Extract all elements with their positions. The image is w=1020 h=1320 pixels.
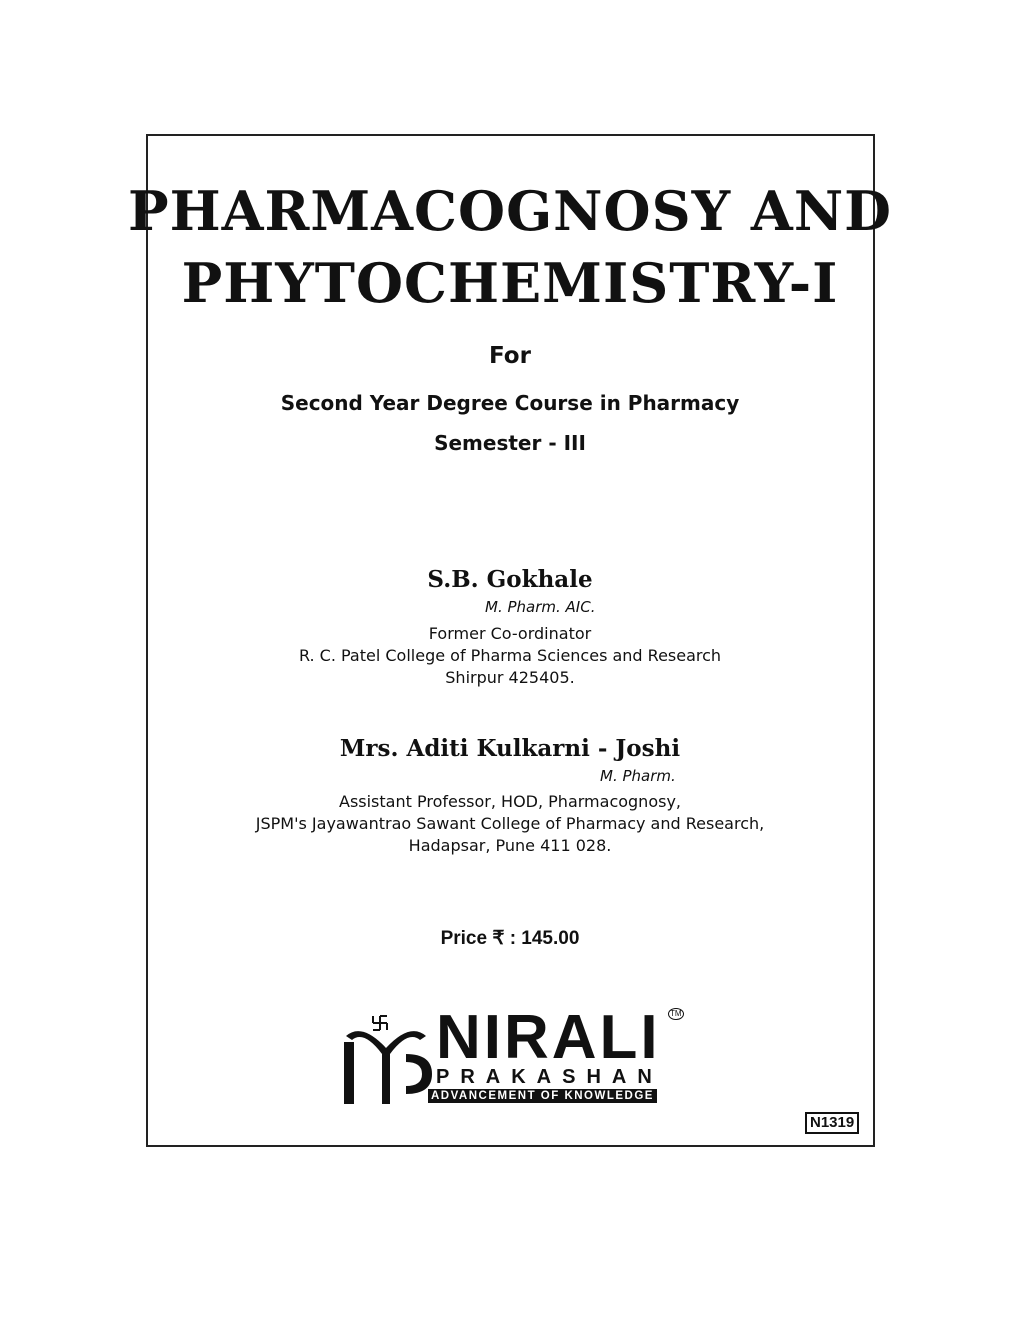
author-name-1: S.B. Gokhale xyxy=(427,566,593,593)
author-affiliation-1-line-3: Shirpur 425405. xyxy=(445,668,575,687)
price: Price ₹ : 145.00 xyxy=(440,928,580,949)
author-degree-2: M. Pharm. xyxy=(600,767,676,785)
book-emblem-icon xyxy=(342,1014,432,1106)
author-affiliation-2-line-2: JSPM's Jayawantrao Sawant College of Pharmacy and Research, xyxy=(255,814,765,833)
book-title-line-1: PHARMACOGNOSY AND xyxy=(127,179,893,243)
author-affiliation-1-line-1: Former Co-ordinator xyxy=(428,624,592,643)
author-affiliation-2-line-3: Hadapsar, Pune 411 028. xyxy=(408,836,612,855)
trademark-mark: TM xyxy=(670,1009,682,1018)
publisher-tagline: ADVANCEMENT OF KNOWLEDGE xyxy=(428,1089,657,1103)
for-label: For xyxy=(489,343,531,369)
publisher-name: NIRALI xyxy=(436,1003,661,1072)
author-affiliation-1-line-2: R. C. Patel College of Pharma Sciences and Research xyxy=(298,646,722,665)
publisher-subname: PRAKASHAN xyxy=(436,1066,663,1088)
book-title-line-2: PHYTOCHEMISTRY-I xyxy=(181,251,839,315)
author-degree-1: M. Pharm. AIC. xyxy=(485,598,596,616)
book-code: N1319 xyxy=(805,1112,859,1134)
author-name-2: Mrs. Aditi Kulkarni - Joshi xyxy=(339,735,681,762)
semester: Semester - III xyxy=(434,431,586,455)
author-affiliation-2-line-1: Assistant Professor, HOD, Pharmacognosy, xyxy=(338,792,682,811)
course-name: Second Year Degree Course in Pharmacy xyxy=(280,391,740,415)
